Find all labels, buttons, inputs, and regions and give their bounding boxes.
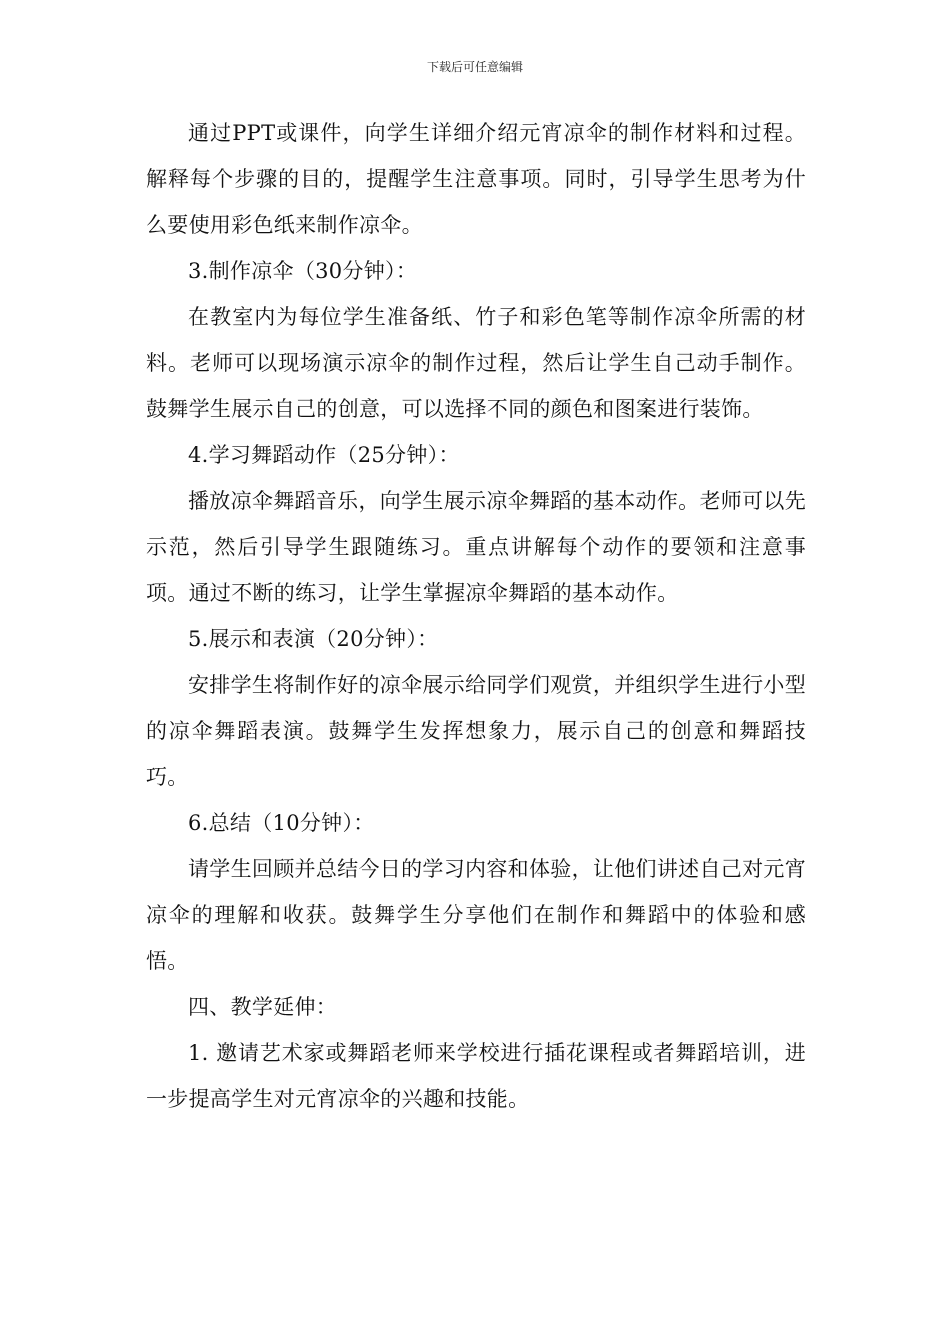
paragraph-show-perform: 安排学生将制作好的凉伞展示给同学们观赏，并组织学生进行小型的凉伞舞蹈表演。鼓舞学生发挥想象力，展示自己的创意和舞蹈技巧。: [146, 673, 806, 789]
paragraph-intro-process: 通过PPT或课件，向学生详细介绍元宵凉伞的制作材料和过程。解释每个步骤的目的，提醒学生注意事项。同时，引导学生思考为什么要使用彩色纸来制作凉伞。: [146, 121, 806, 237]
section-heading-summary: 6.总结（10分钟）：: [188, 811, 375, 835]
section-heading-dance-moves: 4.学习舞蹈动作（25分钟）：: [188, 443, 460, 467]
section-heading-show-perform: 5.展示和表演（20分钟）：: [188, 627, 439, 651]
page-header: 下载后可任意编辑: [426, 60, 523, 74]
paragraph-extension-item-1: 1. 邀请艺术家或舞蹈老师来学校进行插花课程或者舞蹈培训，进一步提高学生对元宵凉伞的兴趣和技能。: [146, 1041, 806, 1111]
section-heading-extension: 四、教学延伸：: [188, 995, 338, 1019]
paragraph-make-umbrella: 在教室内为每位学生准备纸、竹子和彩色笔等制作凉伞所需的材料。老师可以现场演示凉伞的制作过程，然后让学生自己动手制作。鼓舞学生展示自己的创意，可以选择不同的颜色和图案进行装饰。: [146, 305, 806, 421]
paragraph-summary: 请学生回顾并总结今日的学习内容和体验，让他们讲述自己对元宵凉伞的理解和收获。鼓舞学生分享他们在制作和舞蹈中的体验和感悟。: [146, 857, 806, 973]
document-body: [146, 110, 806, 1122]
paragraph-dance-moves: 播放凉伞舞蹈音乐，向学生展示凉伞舞蹈的基本动作。老师可以先示范，然后引导学生跟随练习。重点讲解每个动作的要领和注意事项。通过不断的练习，让学生掌握凉伞舞蹈的基本动作。: [146, 489, 806, 605]
section-heading-make-umbrella: 3.制作凉伞（30分钟）：: [188, 259, 418, 283]
